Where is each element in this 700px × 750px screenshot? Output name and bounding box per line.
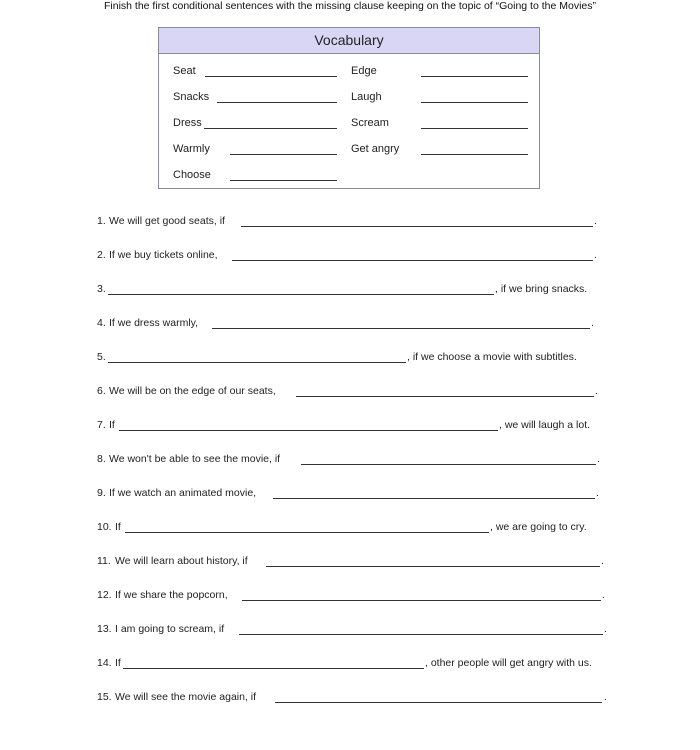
exercise-prompt: We won't be able to see the movie, if	[109, 453, 281, 465]
exercise-ending: .	[594, 215, 597, 227]
vocabulary-box	[158, 27, 540, 189]
exercise-prompt: If	[109, 419, 115, 431]
exercise-ending: , if we bring snacks.	[495, 283, 588, 295]
exercise-ending: .	[601, 555, 604, 567]
exercise-ending: .	[595, 385, 598, 397]
answer-blank[interactable]	[296, 396, 594, 397]
exercise-ending: .	[602, 589, 605, 601]
answer-blank[interactable]	[232, 260, 593, 261]
answer-blank[interactable]	[301, 464, 596, 465]
answer-blank[interactable]	[266, 566, 600, 567]
vocab-blank-edge[interactable]	[421, 76, 528, 77]
exercise-prompt: If we dress warmly,	[109, 317, 199, 329]
answer-blank[interactable]	[119, 430, 498, 431]
exercise-prompt: If we watch an animated movie,	[109, 487, 257, 499]
vocab-blank-scream[interactable]	[421, 128, 528, 129]
exercise-number: 9.	[97, 487, 106, 499]
vocab-blank-snacks[interactable]	[217, 102, 337, 103]
exercise-prompt: If we buy tickets online,	[109, 249, 218, 261]
exercise-prompt: I am going to scream, if	[115, 623, 225, 635]
exercise-number: 8.	[97, 453, 106, 465]
answer-blank[interactable]	[125, 532, 489, 533]
vocab-item-scream: Scream	[351, 117, 389, 129]
answer-blank[interactable]	[108, 294, 494, 295]
exercise-ending: .	[597, 453, 600, 465]
vocab-item-dress: Dress	[173, 117, 202, 129]
exercise-prompt: We will learn about history, if	[115, 555, 248, 567]
vocab-blank-choose[interactable]	[230, 180, 337, 181]
vocab-item-laugh: Laugh	[351, 91, 382, 103]
answer-blank[interactable]	[108, 362, 406, 363]
exercise-number: 7.	[97, 419, 106, 431]
exercise-number: 2.	[97, 249, 106, 261]
exercise-prompt: We will see the movie again, if	[115, 691, 257, 703]
answer-blank[interactable]	[212, 328, 590, 329]
exercise-prompt: We will be on the edge of our seats,	[109, 385, 276, 397]
exercise-ending: , other people will get angry with us.	[425, 657, 592, 669]
exercise-number: 3.	[97, 283, 106, 295]
exercise-prompt: We will get good seats, if	[109, 215, 225, 227]
vocab-item-snacks: Snacks	[173, 91, 210, 103]
exercise-ending: .	[591, 317, 594, 329]
vocab-blank-seat[interactable]	[205, 76, 337, 77]
vocab-blank-warmly[interactable]	[230, 154, 337, 155]
answer-blank[interactable]	[275, 702, 602, 703]
vocab-blank-dress[interactable]	[204, 128, 337, 129]
vocab-item-get-angry: Get angry	[351, 143, 400, 155]
answer-blank[interactable]	[241, 226, 593, 227]
answer-blank[interactable]	[239, 634, 603, 635]
exercise-ending: , if we choose a movie with subtitles.	[407, 351, 577, 363]
exercise-number: 14.	[97, 657, 112, 669]
exercise-prompt: If	[115, 521, 121, 533]
exercise-ending: , we are going to cry.	[490, 521, 587, 533]
exercise-ending: , we will laugh a lot.	[499, 419, 591, 431]
exercise-number: 4.	[97, 317, 106, 329]
vocab-item-warmly: Warmly	[173, 143, 210, 155]
answer-blank[interactable]	[123, 668, 424, 669]
worksheet-instructions: Finish the first conditional sentences with the missing clause keeping on the topic of “Going to the Movies”	[103, 0, 596, 12]
vocabulary-title: Vocabulary	[159, 28, 539, 54]
vocab-blank-get-angry[interactable]	[421, 154, 528, 155]
exercise-number: 11.	[97, 555, 111, 567]
exercise-ending: .	[604, 691, 607, 703]
exercise-prompt: If we share the popcorn,	[115, 589, 228, 601]
exercise-number: 1.	[97, 215, 106, 227]
exercise-number: 10.	[97, 521, 112, 533]
answer-blank[interactable]	[273, 498, 595, 499]
vocab-blank-laugh[interactable]	[421, 102, 528, 103]
exercise-number: 13.	[97, 623, 112, 635]
exercise-ending: .	[596, 487, 599, 499]
answer-blank[interactable]	[242, 600, 601, 601]
exercise-number: 12.	[97, 589, 112, 601]
exercise-number: 6.	[97, 385, 106, 397]
vocab-item-choose: Choose	[173, 169, 211, 181]
vocab-item-seat: Seat	[173, 65, 196, 77]
exercise-ending: .	[604, 623, 607, 635]
vocab-item-edge: Edge	[351, 65, 377, 77]
exercise-prompt: If	[115, 657, 121, 669]
exercise-ending: .	[594, 249, 597, 261]
exercise-number: 15.	[97, 691, 112, 703]
exercise-number: 5.	[97, 351, 106, 363]
